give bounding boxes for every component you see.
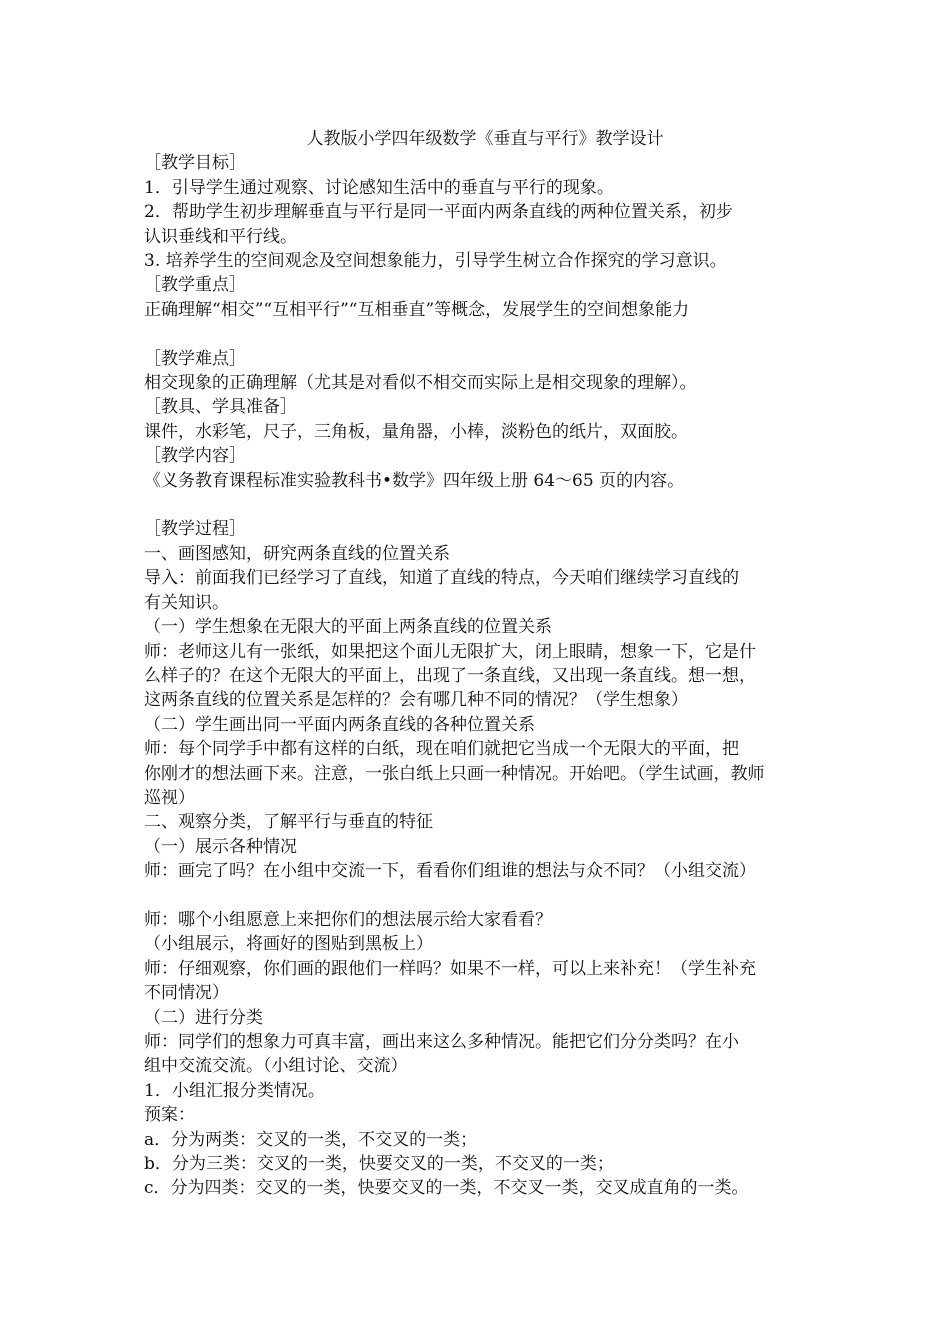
document-body [144, 151, 814, 1200]
text-line: 师：仔细观察，你们画的跟他们一样吗？如果不一样，可以上来补充！（学生补充 [144, 958, 756, 979]
text-line: 师：画完了吗？在小组中交流一下，看看你们组谁的想法与众不同？（小组交流） [144, 861, 756, 882]
text-line: 你刚才的想法画下来。注意，一张白纸上只画一种情况。开始吧。（学生试画，教师 [144, 763, 765, 784]
text-line: 3. 培养学生的空间观念及空间想象能力，引导学生树立合作探究的学习意识。 [144, 251, 727, 272]
text-line: 1．引导学生通过观察、讨论感知生活中的垂直与平行的现象。 [144, 177, 614, 198]
document-title: 人教版小学四年级数学《垂直与平行》教学设计 [306, 129, 664, 149]
text-line: 相交现象的正确理解（尤其是对看似不相交而实际上是相交现象的理解）。 [144, 373, 697, 394]
text-line: 1．小组汇报分类情况。 [144, 1080, 325, 1101]
text-line: 一、画图感知，研究两条直线的位置关系 [144, 543, 450, 564]
text-line: 2．帮助学生初步理解垂直与平行是同一平面内两条直线的两种位置关系，初步 [144, 202, 733, 223]
text-line: 正确理解“相交”“互相平行”“互相垂直”等概念，发展学生的空间想象能力 [144, 299, 690, 320]
text-line: 师：哪个小组愿意上来把你们的想法展示给大家看看？ [144, 909, 552, 930]
text-line: 二、观察分类，了解平行与垂直的特征 [144, 812, 433, 833]
text-line: b．分为三类：交叉的一类，快要交叉的一类，不交叉的一类； [144, 1154, 614, 1175]
text-line: ［教具、学具准备］ [144, 397, 297, 418]
text-line: 巡视） [144, 787, 195, 808]
text-line: 认识垂线和平行线。 [144, 226, 297, 247]
text-line: 导入：前面我们已经学习了直线，知道了直线的特点，今天咱们继续学习直线的 [144, 568, 739, 589]
text-line: 课件，水彩笔，尺子，三角板，量角器，小棒，淡粉色的纸片，双面胶。 [144, 421, 688, 442]
text-line: 预案： [144, 1105, 195, 1126]
blank-line [144, 322, 814, 346]
text-line: （一）展示各种情况 [144, 836, 297, 857]
text-line: ［教学目标］ [144, 153, 246, 174]
text-line: c．分为四类：交叉的一类，快要交叉的一类，不交叉一类，交叉成直角的一类。 [144, 1178, 749, 1199]
text-line: 组中交流交流。（小组讨论、交流） [144, 1056, 408, 1077]
text-line: 不同情况） [144, 983, 229, 1004]
text-line: ［教学重点］ [144, 275, 246, 296]
text-line: 有关知识。 [144, 592, 229, 613]
text-line: ［教学难点］ [144, 348, 246, 369]
text-line: （小组展示，将画好的图贴到黑板上） [144, 934, 433, 955]
text-line: （二）学生画出同一平面内两条直线的各种位置关系 [144, 714, 535, 735]
text-line: 师：同学们的想象力可真丰富，画出来这么多种情况。能把它们分分类吗？在小 [144, 1031, 739, 1052]
text-line: 师：每个同学手中都有这样的白纸，现在咱们就把它当成一个无限大的平面，把 [144, 739, 739, 760]
blank-line [144, 884, 814, 908]
text-line: 师：老师这儿有一张纸，如果把这个面儿无限扩大，闭上眼睛，想象一下，它是什 [144, 641, 756, 662]
text-line: 《义务教育课程标准实验教科书•数学》四年级上册 64～65 页的内容。 [144, 470, 685, 491]
text-line: ［教学过程］ [144, 519, 246, 540]
text-line: （二）进行分类 [144, 1007, 263, 1028]
text-line: （一）学生想象在无限大的平面上两条直线的位置关系 [144, 617, 552, 638]
text-line: a．分为两类：交叉的一类，不交叉的一类； [144, 1129, 478, 1150]
text-line: ［教学内容］ [144, 446, 246, 467]
text-line: 么样子的？在这个无限大的平面上，出现了一条直线，又出现一条直线。想一想， [144, 665, 756, 686]
text-line: 这两条直线的位置关系是怎样的？会有哪几种不同的情况？（学生想象） [144, 690, 688, 711]
blank-line [144, 493, 814, 517]
